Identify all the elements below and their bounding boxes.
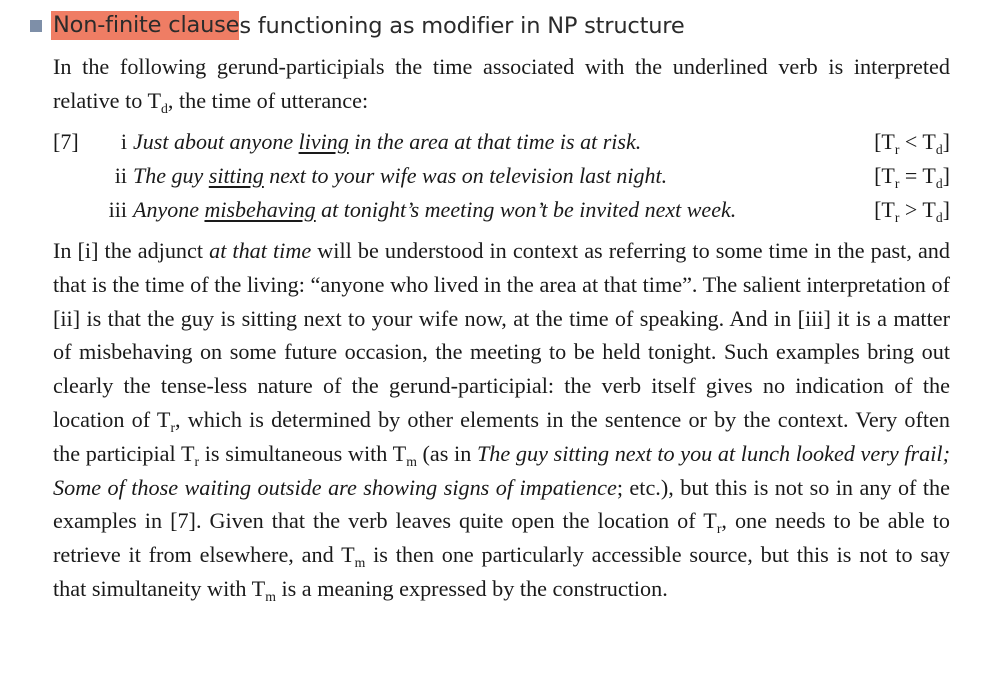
example-sentence xyxy=(133,193,736,227)
body-text: , one needs to be able to retrieve it from elsewhere, and T xyxy=(53,508,950,568)
sentence-text: Anyone xyxy=(133,197,205,222)
intro-text: In the following gerund-participials the time associated with the underlined verb is interpreted relative to T xyxy=(53,54,950,113)
body-text: , which is determined by other elements in the sentence or by the context. Very often the participial T xyxy=(53,406,950,466)
body-text: (as in xyxy=(416,440,477,466)
square-bullet-icon xyxy=(30,20,42,32)
example-number: [7] xyxy=(53,129,79,154)
cond-text: [T xyxy=(874,163,895,188)
cond-text: > T xyxy=(899,197,936,222)
cond-text: = T xyxy=(899,163,936,188)
underlined-verb: misbehaving xyxy=(204,197,316,222)
subscript: m xyxy=(354,554,366,570)
subscript: d xyxy=(161,100,168,116)
cond-text: < T xyxy=(899,129,936,154)
cond-text: ] xyxy=(942,163,950,188)
sentence-text: Just about anyone xyxy=(133,129,299,154)
subscript: r xyxy=(894,175,900,191)
body-text: ; etc.), but this is not so in any of the examples in [7]. Given that the verb leaves quite open the location of T xyxy=(53,474,950,534)
subscript: r xyxy=(894,209,900,225)
sentence-text: in the area at that time is at risk. xyxy=(348,129,642,154)
intro-text: , the time of utterance: xyxy=(167,87,369,113)
subscript: d xyxy=(935,141,943,157)
body-text: is a meaning expressed by the construction. xyxy=(275,575,668,601)
section-heading xyxy=(30,11,684,40)
highlighted-text: Non-finite clause xyxy=(53,12,240,38)
heading-text: s functioning as modifier in NP structure xyxy=(239,12,685,39)
body-text: is then one particularly accessible source, but this is not to say that simultaneity with T xyxy=(53,542,950,601)
sentence-text: The guy xyxy=(133,163,209,188)
body-text: will be understood in context as referring to some time in the past, and that is the time of the living: “anyone who lived in the area at that time”. The salient interpretation of [ii] is that the guy is sitting next to your wife now, at the time of speaking. And in [iii] it is a matter of misbehaving on some future occasion, the meeting to be held tonight. Such examples bring out clearly the tense-less nature of the gerund-participial: the verb itself gives no indication of the location of T xyxy=(53,238,950,432)
subscript: d xyxy=(935,175,943,191)
example-roman: iii xyxy=(108,197,127,222)
body-text: is simultaneous with T xyxy=(199,440,407,466)
cond-text: [T xyxy=(874,129,895,154)
example-roman: i xyxy=(120,129,127,154)
example-row-ii xyxy=(53,159,950,193)
underlined-verb: living xyxy=(298,129,349,154)
example-roman: ii xyxy=(114,163,127,188)
italic-text: at that time xyxy=(209,238,312,263)
time-condition xyxy=(874,193,950,227)
subscript: r xyxy=(716,521,722,537)
body-paragraph xyxy=(53,234,950,606)
cond-text: [T xyxy=(874,197,895,222)
subscript: r xyxy=(894,141,900,157)
body-text: In [i] the adjunct xyxy=(53,238,210,263)
time-condition xyxy=(874,125,950,159)
cond-text: ] xyxy=(942,129,950,154)
time-condition xyxy=(874,159,950,193)
subscript: d xyxy=(935,209,943,225)
example-sentence xyxy=(133,125,641,159)
intro-paragraph xyxy=(53,50,950,118)
example-row-iii xyxy=(53,193,950,227)
cond-text: ] xyxy=(942,197,950,222)
example-sentence xyxy=(133,159,667,193)
italic-text: The guy sitting next to you at lunch looked very frail; Some of those waiting outside are showing signs of impatience xyxy=(53,440,950,500)
sentence-text: at tonight’s meeting won’t be invited next week. xyxy=(315,197,737,222)
sentence-text: next to your wife was on television last night. xyxy=(263,163,668,188)
example-row-i xyxy=(53,125,950,159)
subscript: r xyxy=(194,453,200,469)
underlined-verb: sitting xyxy=(208,163,264,188)
subscript: m xyxy=(265,588,276,604)
subscript: m xyxy=(406,453,417,469)
subscript: r xyxy=(170,419,176,435)
